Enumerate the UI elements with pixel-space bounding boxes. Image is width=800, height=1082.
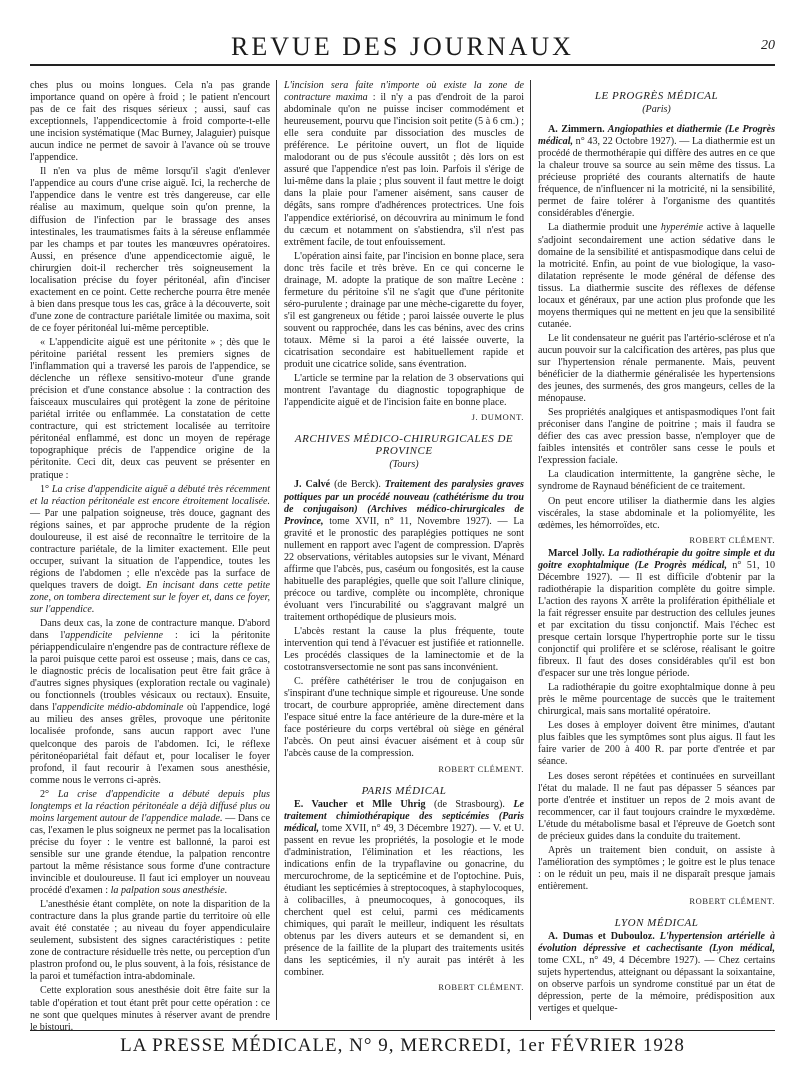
signature: ROBERT CLÉMENT. bbox=[689, 896, 775, 906]
paragraph: La claudication intermittente, la gangrène sèche, le syndrome de Raynaud bénéficient de ce traitement. bbox=[538, 469, 775, 493]
article-author: J. Calvé bbox=[294, 479, 331, 491]
paragraph: L'abcès restant la cause la plus fréquente, toute intervention qui tend à l'évacuer est justifiée et rationnelle. Les procédés classiques de la laminectomie et de la costotransversectomie ne sont pas sans inconvénient. bbox=[284, 626, 524, 674]
article-affiliation: (de Strasbourg). bbox=[425, 798, 514, 810]
text: 2° bbox=[40, 788, 58, 800]
footer-text: LA PRESSE MÉDICALE, N° 9, MERCREDI, 1er FÉVRIER 1928 bbox=[120, 1035, 685, 1056]
paragraph: Les doses seront répétées et continuées en surveillant l'état du malade. Il ne faut pas dépasser 5 séances par porte d'entrée et instituer un repos de 2 mois avant de recommencer, car il faut toujours craindre le myxœdème. L'étude du métabolisme basal et l'épreuve de Goetch sont de précieux guides dans la conduite du traitement. bbox=[538, 770, 775, 842]
italic-text: L'incision sera faite n'importe où existe la zone de contracture maxima bbox=[284, 80, 524, 104]
section-title: ARCHIVES MÉDICO-CHIRURGICALES DE PROVINCE bbox=[294, 433, 514, 458]
article bbox=[538, 931, 775, 1015]
paragraph bbox=[284, 80, 524, 249]
paragraph: L'anesthésie étant complète, on note la disparition de la contracture dans la plus grande partie du territoire où elle avait été constatée ; au niveau du foyer appendiculaire seulement, subsistent des signes caractéristiques : petite zone de contracture résiduelle très nette, ou perception d'un plastron profond ou, le plus souvent, à la fois, résistance de la paroi et tuméfaction intra-abdominale. bbox=[30, 899, 270, 983]
paragraph bbox=[30, 484, 270, 617]
italic-text: appendicite pelvienne bbox=[65, 630, 163, 642]
paragraph: Ses propriétés analgiques et antispasmodiques l'ont fait préconiser dans l'angine de poitrine ; mais il faudra se défier des cas avec pression basse, n'employer que de faibles intensités et contrôler sans cesse le pouls et l'expression faciale. bbox=[538, 407, 775, 467]
article-title: Traitement des paralysies graves pottiques par un procédé nouveau (cathétérisme du trou de conjugaison) (Archives médico-chirurgicales de Province, bbox=[284, 479, 524, 527]
paragraph: La radiothérapie du goitre exophtalmique donne à peu près le même pourcentage de succès que le traitement chirurgical, mais sans mortalité opératoire. bbox=[538, 682, 775, 718]
text: 1° bbox=[40, 483, 52, 495]
article-text: — La diathermie est un procédé de thermothérapie qui diffère des autres en ce que la chaleur trouve sa source au sein même des tissus. La précieuse propriété des courants alternatifs de haute fréquence, de n'influencer ni la motricité, ni la sensibilité, permet de faire tolérer à l'organisme des quantités considérables d'énergie. bbox=[538, 136, 775, 220]
text: — Dans ce cas, l'examen le plus soigneux ne permet pas la localisation précise du foyer : le ventre est ballonné, la paroi est sensible sur une grande étendue, la palpation rencontre partout la même résistance sous forme d'une contracture invincible et douloureuse. Il faut ici employer un nouveau procédé d'examen : bbox=[30, 812, 270, 897]
text: : ici la péritonite périappendiculaire n'engendre pas de contracture réflexe de la paroi puisque cette paroi est osseuse ; mais, dans ce cas, le diagnostic précis de localisation peut être fait grâce à d'autres signes physiques (exploration rectale ou vaginale) ou fonctionnels (troubles vésicaux ou rectaux). Ensuite, dans l' bbox=[30, 630, 271, 714]
article-author: E. Vaucher et Mlle Uhrig bbox=[294, 798, 426, 810]
page-header bbox=[30, 30, 775, 70]
paragraph: Après un traitement bien conduit, on assiste à l'amélioration des symptômes ; le goitre est le plus tenace : on le réduit un peu, mais il ne disparaît presque jamais entièrement. bbox=[538, 844, 775, 892]
article bbox=[538, 548, 775, 681]
article-affiliation: (de Berck). bbox=[330, 479, 385, 491]
text: — Par une palpation soigneuse, très douce, gagnant des régions saines, et par approche prudente de la région douloureuse, il est aisé de reconnaître le territoire de la contracture pariétale, de la limiter exactement. Elle peut occuper, suivant la situation de l'appendice, toutes les régions de l'abdomen ; elle n'excède pas la surface de quelques travers de doigt. bbox=[30, 507, 270, 591]
section-title: LYON MÉDICAL bbox=[614, 917, 699, 930]
article-author: Marcel Jolly. bbox=[548, 547, 605, 559]
text: Dans deux cas, la zone de contracture manque. D'abord dans l' bbox=[30, 618, 270, 642]
article-title: Angiopathies et diathermie (Le Progrès médical, bbox=[538, 124, 776, 148]
italic-text: appendicite médio-abdominale bbox=[56, 702, 184, 714]
article bbox=[284, 479, 524, 624]
column-left bbox=[30, 80, 271, 1033]
article-reference: tome XVII, n° 49, 3 Décembre 1927). bbox=[319, 822, 478, 834]
text: La diathermie produit une bbox=[548, 222, 661, 234]
article-title: La radiothérapie du goitre simple et du goitre exophtalmique (Le Progrès médical, bbox=[538, 547, 776, 571]
paragraph bbox=[538, 222, 775, 330]
italic-text: En incisant dans cette petite zone, on tombera directement sur le foyer et, dans ce foyer, sur l'appendice. bbox=[30, 579, 270, 616]
paragraph: C. préfère cathétériser le trou de conjugaison en s'inspirant d'une technique simple et rigoureuse. Une sonde trocart, de courbure appropriée, amène directement dans l'espace situé entre la face antérieure de la dure-mère et la face postérieure du corps vertébral où siège en général l'abcès. On peut ainsi évacuer aisément et à coup sûr l'abcès cause de la compression. bbox=[284, 676, 524, 760]
article-reference: n° 51, 10 Décembre 1927). bbox=[538, 559, 775, 583]
article-author: A. Zimmern. bbox=[548, 124, 605, 136]
article bbox=[284, 799, 524, 980]
article-text: — Chez certains sujets hypertendus, atteignant ou dépassant la soixantaine, on observe parfois un syndrome constitué par un état de dépression, perte de la mémoire, prédisposition aux vertiges et quelque- bbox=[538, 955, 775, 1015]
section-subtitle: (Tours) bbox=[389, 459, 419, 471]
article-reference: tome XVII, n° 11, Novembre 1927). bbox=[323, 515, 492, 527]
signature: ROBERT CLÉMENT. bbox=[438, 982, 524, 993]
paragraph: Cette exploration sous anesthésie doit être faite sur la table d'opération et tout étant prêt pour cette opération : ce ne sont que quelques minutes à réserver avant de prendre le bistouri. bbox=[30, 985, 270, 1033]
section-subtitle: (Paris) bbox=[642, 104, 671, 116]
paragraph: L'opération ainsi faite, par l'incision en bonne place, sera donc très facile et très brève. En ce qui concerne le drainage, M. adopte la pratique de son maître Lecène : fermeture du péritoine s'il ne s'agit que d'une péritonite séro-purulente ; drainage par une mèche-cigarette du foyer, s'il est gangreneux ou fétide ; paroi laissée ouverte le plus souvent ou rapprochée, dans les cas bénins, avec des crins totaux. Même si la paroi a été laissée ouverte, la cicatrisation secondaire est habituellement rapide et produit une cicatrice solide, sans éventration. bbox=[284, 250, 524, 371]
text: où l'appendice, logé au milieu des anses grêles, provoque une péritonite localisée profonde, sans aucun rapport avec l'une quelconque des parois de l'abdomen. Ici, le réflexe péritonéopariétal fait défaut et, pour localiser le foyer profond, il faut recourir à l'examen sous anesthésie, comme nous le verrons ci-après. bbox=[30, 702, 270, 786]
page-footer bbox=[30, 1030, 775, 1055]
italic-text: La crise d'appendicite aiguë a débuté très récemment et la réaction péritonéale est encore étroitement localisée. bbox=[30, 483, 270, 507]
section-title: PARIS MÉDICAL bbox=[361, 784, 447, 797]
italic-text: la palpation sous anesthésie. bbox=[110, 885, 228, 897]
column-middle bbox=[284, 80, 524, 1020]
paragraph bbox=[30, 789, 270, 897]
paragraph bbox=[30, 618, 270, 787]
page-number: 20 bbox=[761, 38, 775, 53]
header-rule bbox=[30, 64, 775, 66]
paragraph: « L'appendicite aiguë est une péritonite » ; dès que le péritoine pariétal ressent les premiers signes de l'inflammation qui a traversé les parois de l'appendice, se déclenche un réflexe sensitivo-moteur d'une grande précision et d'une constance absolue : la contraction des faisceaux musculaires qui protègent la zone de péritoine pariétal irritée ou enflammée. La constatation de cette contracture, qui est strictement localisée au territoire péritonéal enflammé, est donc un moyen de repérage topographique précis de l'appendice origine de la péritonite. Ceci dit, deux cas peuvent se présenter en pratique : bbox=[30, 336, 270, 481]
text: : il n'y a pas d'endroit de la paroi abdominale qu'on ne puisse inciser commodément et heureusement, pourvu que l'incision soit petite (5 à 6 cm.) ; elle sera conduite par dissociation des muscles de préférence. Le péritoine ouvert, un flot de liquide malodorant ou de pus s'écoule aussitôt ; dès lors on est assuré que l'appendice n'est pas loin. Parfois il s'érige de lui-même dans la plaie ; plus souvent il faut mettre le doigt dans la plaie pour l'amener aisément, sans causer de dégâts, sans rompre d'adhérences protectrices. Une fois l'appendice extériorisé, on découvrira au minimum le fond du cæcum et notamment on s'abstiendra, s'il n'est pas extrêment facile, de tout enfouissement. bbox=[284, 92, 524, 248]
article-title: Le traitement chimiothérapique des septicémies (Paris médical, bbox=[284, 798, 524, 834]
article-reference: tome CXL, n° 49, 4 Décembre 1927). bbox=[538, 955, 701, 967]
paragraph: On peut encore utiliser la diathermie dans les algies viscérales, la stase abdominale et la poliomyélite, les œdèmes, les hémorroïdes, etc. bbox=[538, 495, 775, 531]
article bbox=[538, 124, 775, 220]
article-author: A. Dumas et Dubouloz. bbox=[548, 931, 655, 943]
paragraph: L'article se termine par la relation de 3 observations qui montrent l'avantage du diagnostic topographique de l'appendicite aiguë et de l'incision faite en bonne place. bbox=[284, 373, 524, 409]
column-divider bbox=[276, 80, 277, 1020]
article-title: L'hypertension artérielle à évolution dépressive et cachectisante (Lyon médical, bbox=[538, 931, 775, 955]
italic-text: La crise d'appendicite a débuté depuis plus longtemps et la réaction péritonéale a déjà diffusé plus ou moins largement autour de l'appendice malade. bbox=[30, 788, 270, 824]
article-text: — La gravité et le pronostic des paraplégies pottiques ne sont nullement en rapport avec l'agent de compression. D'après 22 observations, véritables autopsies sur le vivant, Ménard affirme que l'abcès, pus, caséum ou fongosités, est la cause habituelle des paraplégies, quelle que soit l'allure clinique, précoce ou tardive, complète ou incomplète, chronique évoluant vers l'incurabilité ou s'aggravant malgré un traitement orthopédique de plusieurs mois. bbox=[284, 515, 524, 623]
italic-text: hyperémie bbox=[660, 222, 703, 234]
section-title: LE PROGRÈS MÉDICAL bbox=[594, 90, 719, 102]
article-text: — V. et U. passent en revue les propriétés, la posologie et le mode d'administration, l'élimination et les réactions, les indications enfin de la trypaflavine ou gonacrine, du mercurochrome, de la septicémine et de l'optochine. Puis, étudiant les septicémies à streptocoques, à staphylocoques, à colibacilles, à pneumocoques, à gonocoques, ils cherchent quel est celui, parmi ces médicaments chimiques, qui paraît le meilleur, indiquent les résultats obtenus par les divers auteurs et se demandent si, en présence de la faillite de la plupart des traitements usités dans les septicémies, il n'y aurait pas intérêt à les combiner. bbox=[284, 822, 524, 979]
signature: J. DUMONT. bbox=[471, 412, 524, 423]
article-reference: n° 43, 22 Octobre 1927). bbox=[573, 136, 677, 148]
paragraph: Le lit condensateur ne guérit pas l'artério-sclérose et n'a aucun pouvoir sur la calcification des artères, pas plus que sur l'hypertension rénale permanente. Mais, peuvent bénéficier de la diathermie généralisée les hypertensions des jeunes, des surmenés, des gros mangeurs, celles de la ménopause. bbox=[538, 332, 775, 405]
column-right bbox=[538, 80, 775, 1020]
article-text: — Il est difficile d'obtenir par la radiothérapie la disparition complète du goitre simple. L'action des rayons X arrête la prolifération épithéliale et la fait régresser ensuite par destruction des cellules jeunes et par excitation du tissu conjonctif. Mais l'échec est presque certain lorsque l'hypertrophie porte sur le tissu conjonctif qui prolifère et se sclérose, réalisant le goitre fibreux. Il faut des doses considérables qu'il est bon d'espacer sur une très longue période. bbox=[538, 571, 775, 680]
paragraph: Les doses à employer doivent être minimes, d'autant plus faibles que les symptômes sont plus aigus. Il faut les faire varier de 200 à 400 R. par porte d'entrée et par séance. bbox=[538, 720, 775, 768]
paragraph: Il n'en va plus de même lorsqu'il s'agit d'enlever l'appendice au cours d'une crise aiguë. Ici, la recherche de l'appendice dans le ventre est très dangereuse, car elle réalise au maximum, quelque soin qu'on prenne, la diffusion de l'infection par le brassage des anses intestinales, les traumatismes faits à la séreuse enflammée par les champs et par toutes les manœuvres opératoires. Aussi, en présence d'une appendicectomie aiguë, le chirurgien doit-il rechercher très soigneusement la localisation précise du foyer péritonéal, afin d'inciser exactement en ce point. Cette recherche pourra être menée à bien dans presque tous les cas, grâce à la découverte, soit d'une zone de contracture pariétale limitée ou maxima, soit de ce foyer péritonéal lui-même perceptible. bbox=[30, 166, 270, 334]
signature: ROBERT CLÉMENT. bbox=[689, 534, 775, 545]
text: active à laquelle s'adjoint secondairement une action sédative dans le domaine de la sensibilité et antispasmodique dans celui de la motricité. Enfin, au point de vue biologique, la vaso-dilatation représente le mode général de défense des tissus. La diathermie suscite des réflexes de défense locaux et généraux, par une action plus profonde que les moyens thermiques qui ne mettent en jeu que la sensibilité cutanée. bbox=[538, 222, 775, 330]
column-divider bbox=[530, 80, 531, 1020]
page-title: REVUE DES JOURNAUX bbox=[231, 32, 574, 61]
signature: ROBERT CLÉMENT. bbox=[438, 763, 524, 774]
paragraph: ches plus ou moins longues. Cela n'a pas grande importance quand on opère à froid ; le patient n'encourt pas de ce fait des risques sérieux ; aussi, sauf cas exceptionnels, l'appendicectomie à froid comporte-t-elle une incision systématique (Mac Burney, Jalaguier) puisque aucun indice ne permet de savoir à l'avance où se trouve l'appendice. bbox=[30, 80, 270, 164]
